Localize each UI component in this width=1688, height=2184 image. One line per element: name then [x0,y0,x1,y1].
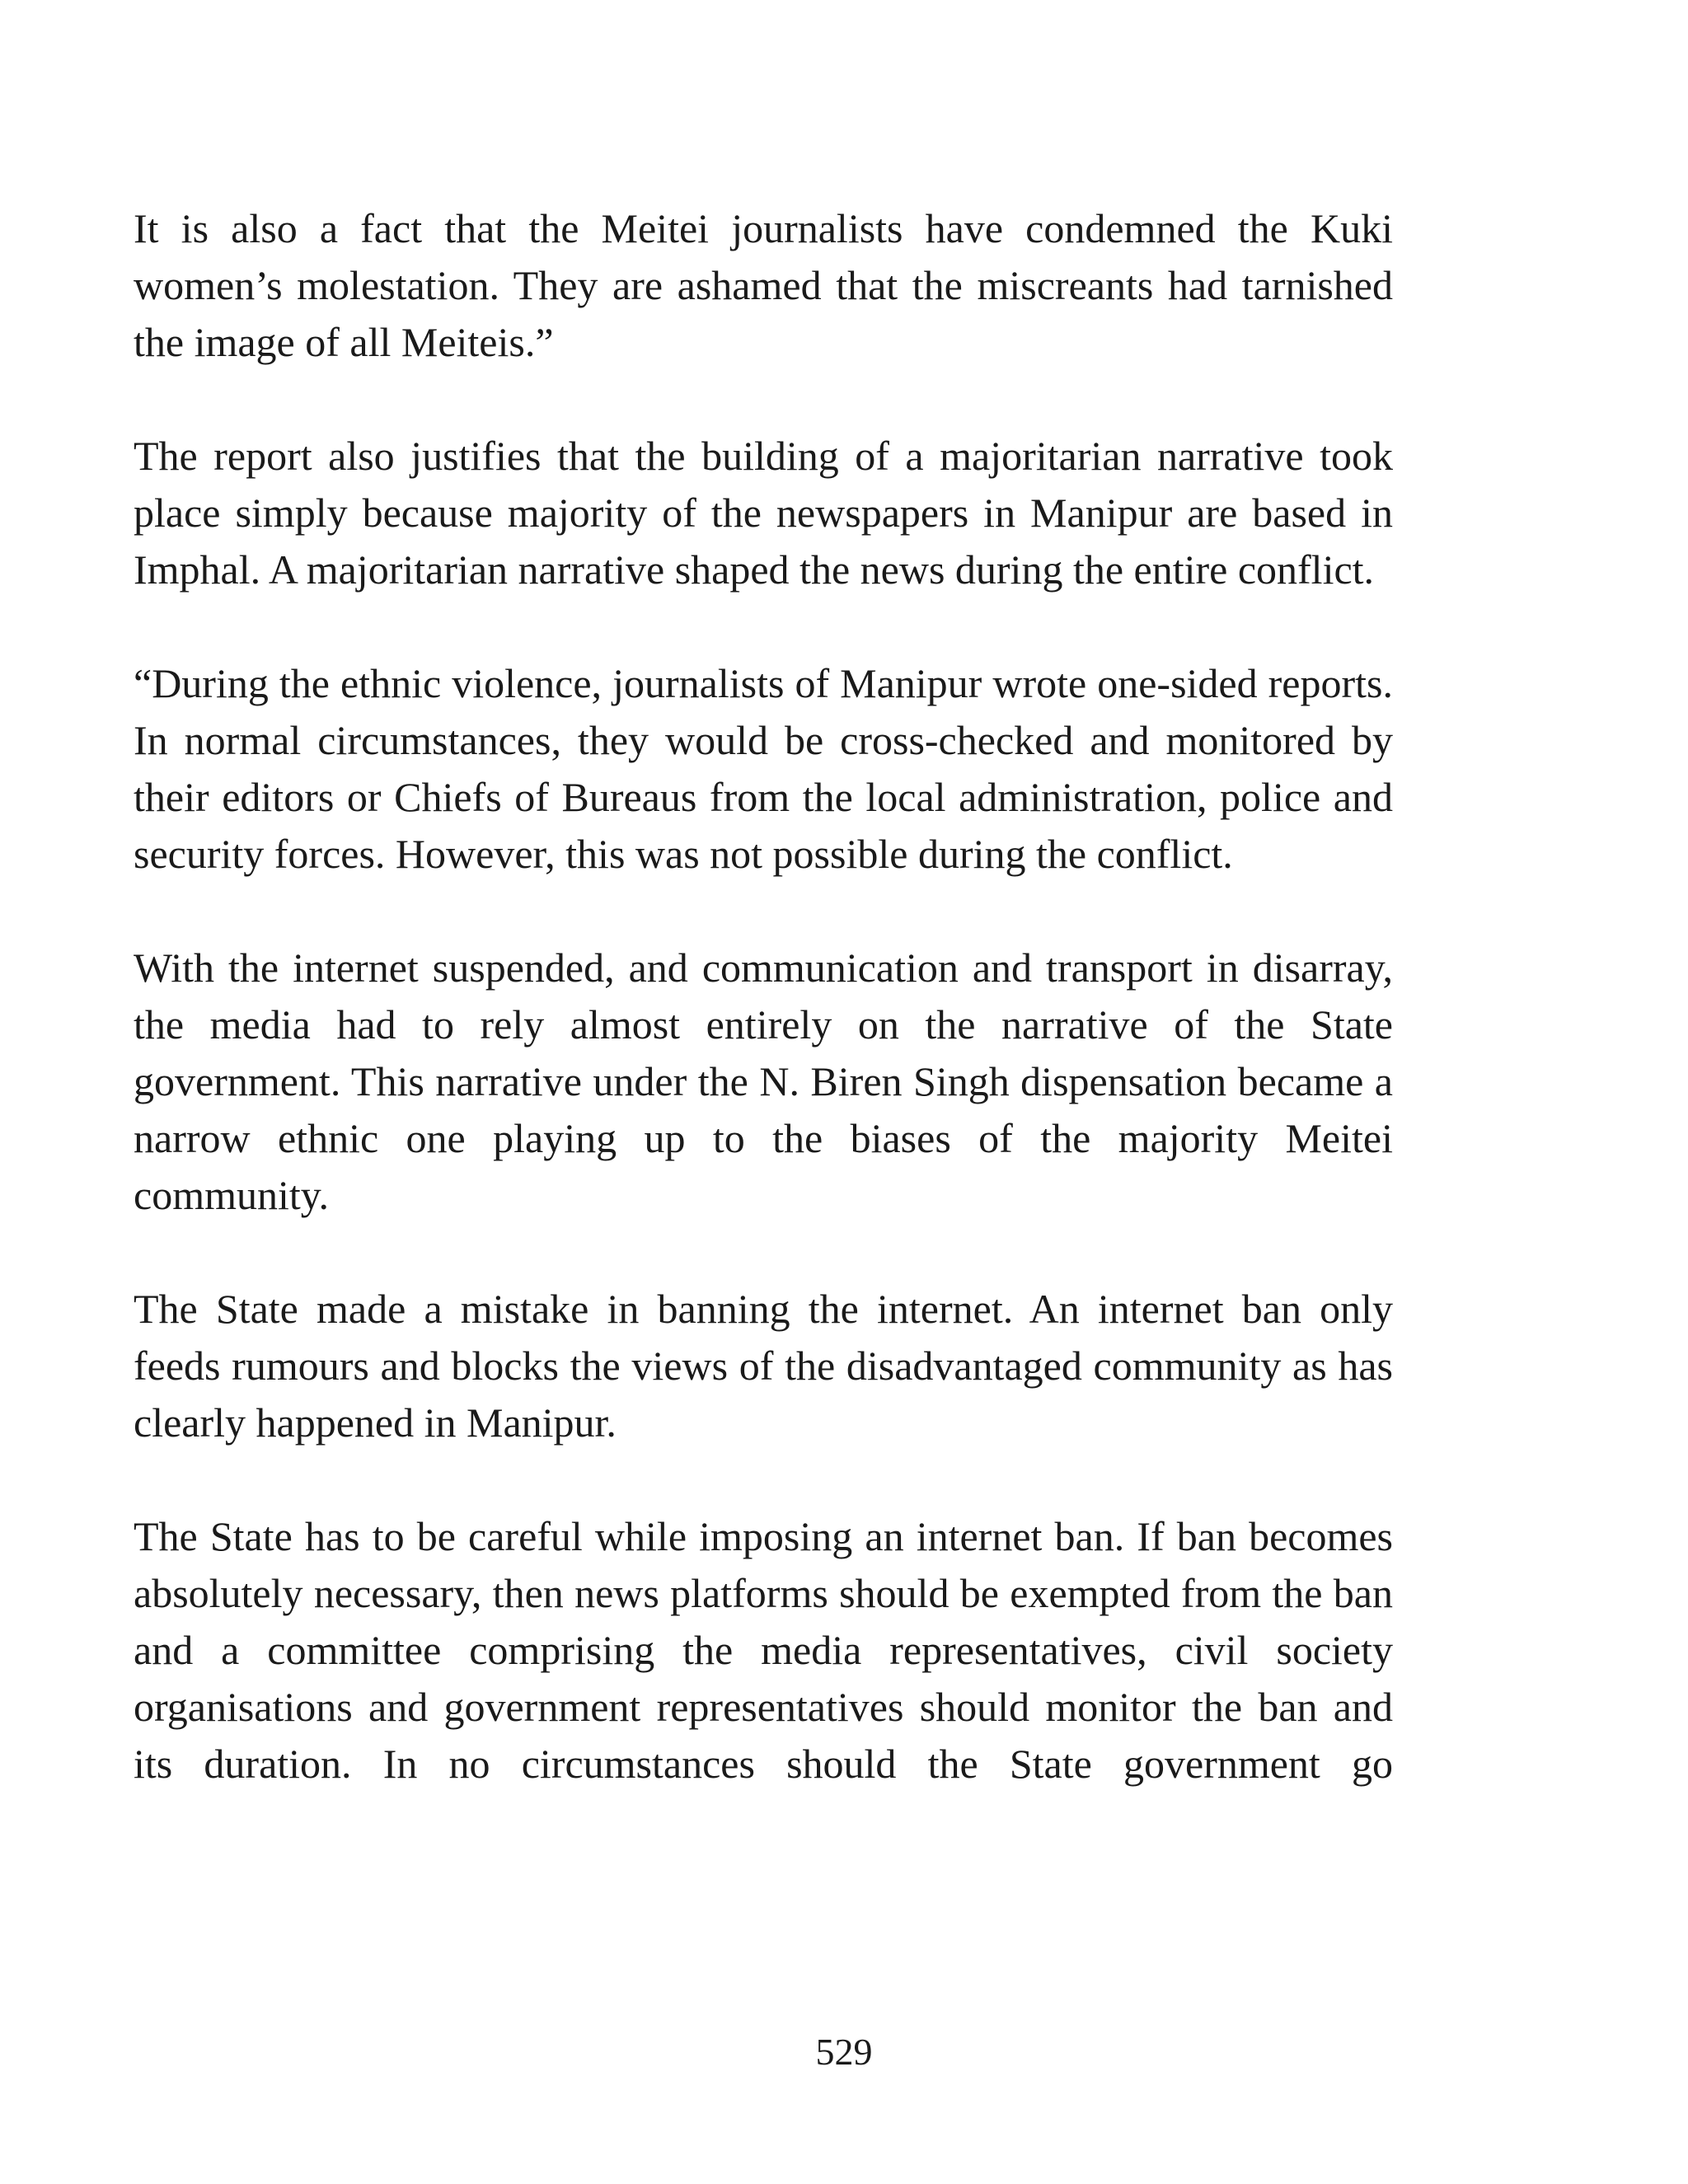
paragraph-6: The State has to be careful while imposing an internet ban. If ban becomes absolutely necessary, then news platforms should be exempted from the ban and a committee comprising the media representatives, civil society organisations and government representatives should monitor the ban and its duration. In no circumstances should the State government go [134,1513,1393,1787]
paragraph-5: The State made a mistake in banning the internet. An internet ban only feeds rumours and blocks the views of the disadvantaged community as has clearly happened in Manipur. [134,1286,1393,1446]
paragraph-4: With the internet suspended, and communication and transport in disarray, the media had to rely almost entirely on the narrative of the State government. This narrative under the N. Biren Singh dispensation became a narrow ethnic one playing up to the biases of the majority Meitei community. [134,944,1393,1218]
page-number: 529 [815,2031,873,2073]
body-text [134,200,1393,1793]
paragraph-3: “During the ethnic violence, journalists of Manipur wrote one-sided reports. In normal circumstances, they would be cross-checked and monitored by their editors or Chiefs of Bureaus from the local administration, police and security forces. However, this was not possible during the conflict. [134,660,1393,877]
paragraph-2: The report also justifies that the building of a majoritarian narrative took place simply because majority of the newspapers in Manipur are based in Imphal. A majoritarian narrative shaped the news during the entire conflict. [134,433,1393,593]
paragraph-1: It is also a fact that the Meitei journalists have condemned the Kuki women’s molestation. They are ashamed that the miscreants had tarnished the image of all Meiteis.” [134,205,1393,365]
